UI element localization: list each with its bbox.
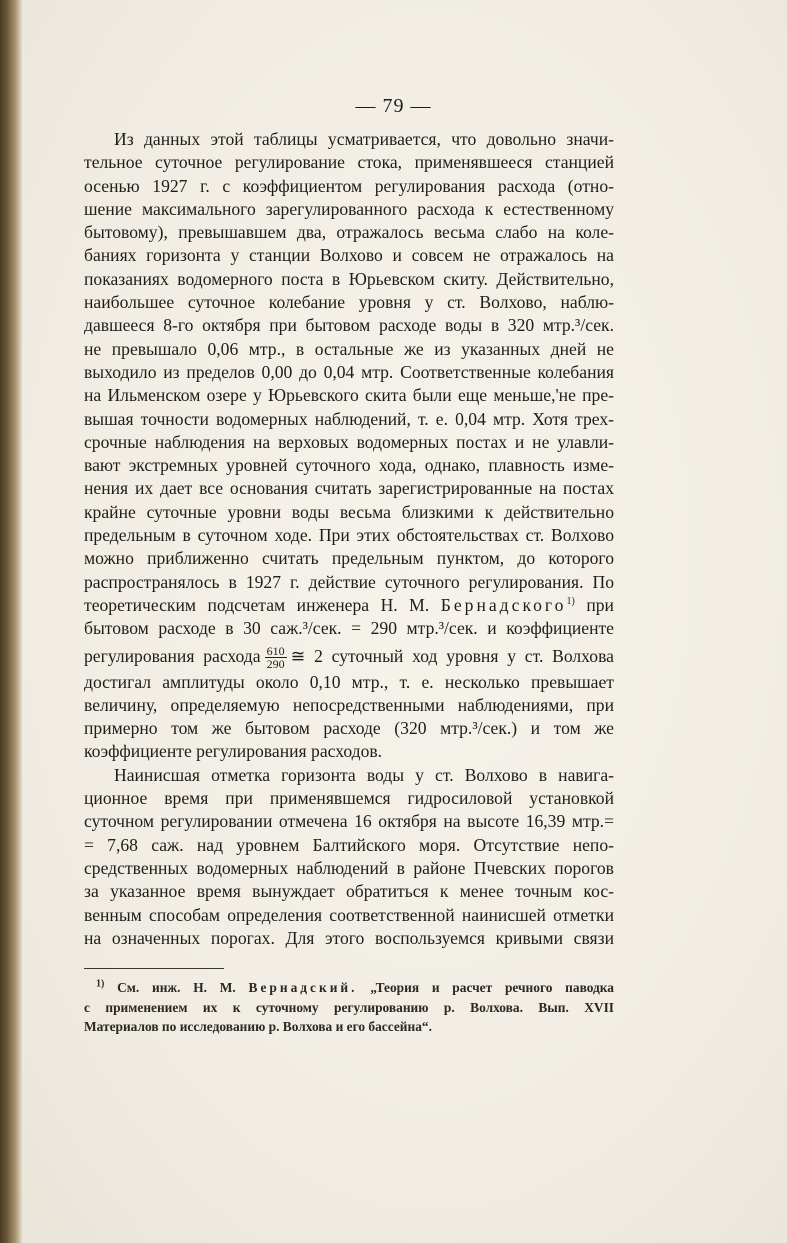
text-line: бытовом расходе в 30 саж.³/сек. = 290 мтр.³/сек. и коэффициенте [84,618,614,639]
footnote-title-start: „Теория и расчет речного паводка [370,980,615,995]
text-line: суточном регулировании отмечена 16 октября на высоте 16,39 мтр.= [84,811,614,832]
text-line: на означенных порогах. Для этого воспользуемся кривыми связи [84,927,614,948]
text-line: шение максимального зарегулированного расхода к естественному [84,198,614,219]
footnote-divider [84,968,224,969]
text-line: венным способам определения соответственной наинисшей отметки [84,904,614,925]
text-line: примерно том же бытовом расходе (320 мтр.³/сек.) и том же [84,718,614,739]
author-name-spaced: Бернадского [440,594,567,615]
text-line-fraction [84,641,614,671]
text-line: распространялось в 1927 г. действие суточного регулирования. По [84,571,614,592]
text-line: Наинисшая отметка горизонта воды у ст. Волхово в навига- [114,764,614,785]
text-line: достигал амплитуды около 0,10 мтр., т. е. несколько превышает [84,671,614,692]
footnote-reference: 1) [566,596,575,608]
book-spine-shadow [0,0,22,1243]
footnote-line-3: Материалов по исследованию р. Волхова и его бассейна“. [84,1019,432,1034]
text-line: на Ильменском озере у Юрьевского скита были еще меньше,'не пре- [84,385,614,406]
text-line-bernadsky-prefix: теоретическим подсчетам инженера Н. М. [84,594,430,615]
text-line: за указанное время вынуждает обратиться к менее точным кос- [84,881,614,902]
text-line-bernadsky [84,594,614,617]
fraction [265,645,287,670]
fraction-denominator: 290 [266,656,285,671]
footnote-line-2: с применением их к суточному регулированию р. Волхова. Вып. XVII [84,999,614,1015]
text-line: можно приближенно считать предельным пунктом, до которого [84,548,614,569]
text-line: давшееся 8-го октября при бытовом расходе воды в 320 мтр.³/сек. [84,315,614,336]
footnote [84,978,614,1037]
paragraph-1-tail [84,671,614,764]
text-line: тельное суточное регулирование стока, применявшееся станцией [84,152,614,173]
footnote-author-spaced: Вернадский. [248,980,358,995]
text-line: предельным в суточном ходе. При этих обстоятельствах ст. Волхово [84,525,614,546]
text-line: величину, определяемую непосредственными наблюдениями, при [84,694,614,715]
text-line: вышая точности водомерных наблюдений, т. е. 0,04 мтр. Хотя трех- [84,408,614,429]
fraction-numerator: 610 [266,643,285,658]
footnote-marker: 1) [96,978,105,990]
text-line: срочные наблюдения на верховых водомерных постах и не улавли- [84,431,614,452]
text-line-bernadsky-suffix: при [586,594,614,615]
text-line: средственных водомерных наблюдений в районе Пчевских порогов [84,857,614,878]
paragraph-1 [84,128,614,594]
text-line: коэффициенте регулирования расходов. [84,741,383,762]
main-text [84,128,614,950]
text-line: вают экстремных уровней суточного хода, однако, плавность изме- [84,455,614,476]
text-line: = 7,68 саж. над уровнем Балтийского моря. Отсутствие непо- [84,834,614,855]
text-line: бытовому), превышавшем два, отражалось весьма слабо на коле- [84,222,614,243]
text-line: не превышало 0,06 мтр., в остальные же из указанных дней не [84,338,614,359]
text-line: Из данных этой таблицы усматривается, что довольно значи- [114,129,614,149]
paragraph-2 [84,764,614,950]
page-number: — 79 — [355,95,432,117]
footnote-prefix: См. инж. Н. М. [117,980,236,995]
text-line: выходило из пределов 0,00 до 0,04 мтр. Соответственные колебания [84,361,614,382]
fraction-line-prefix: регулирования расхода [84,645,261,666]
footnote-line-1 [84,978,614,998]
text-line: баниях горизонта у станции Волхово и совсем не отражалось на [84,245,614,266]
fraction-line-suffix: ≅ 2 суточный ход уровня у ст. Волхова [290,645,614,666]
text-line: осенью 1927 г. с коэффициентом регулирования расхода (отно- [84,175,614,196]
text-line: крайне суточные уровни воды весьма близкими к действительно [84,501,614,522]
text-line: нения их дает все основания считать зарегистрированные на постах [84,478,614,499]
text-line: показаниях водомерного поста в Юрьевском скиту. Действительно, [84,268,614,289]
text-line: наибольшее суточное колебание уровня у ст. Волхово, наблю- [84,292,614,313]
text-line: ционное время при применявшемся гидросиловой установкой [84,788,614,809]
